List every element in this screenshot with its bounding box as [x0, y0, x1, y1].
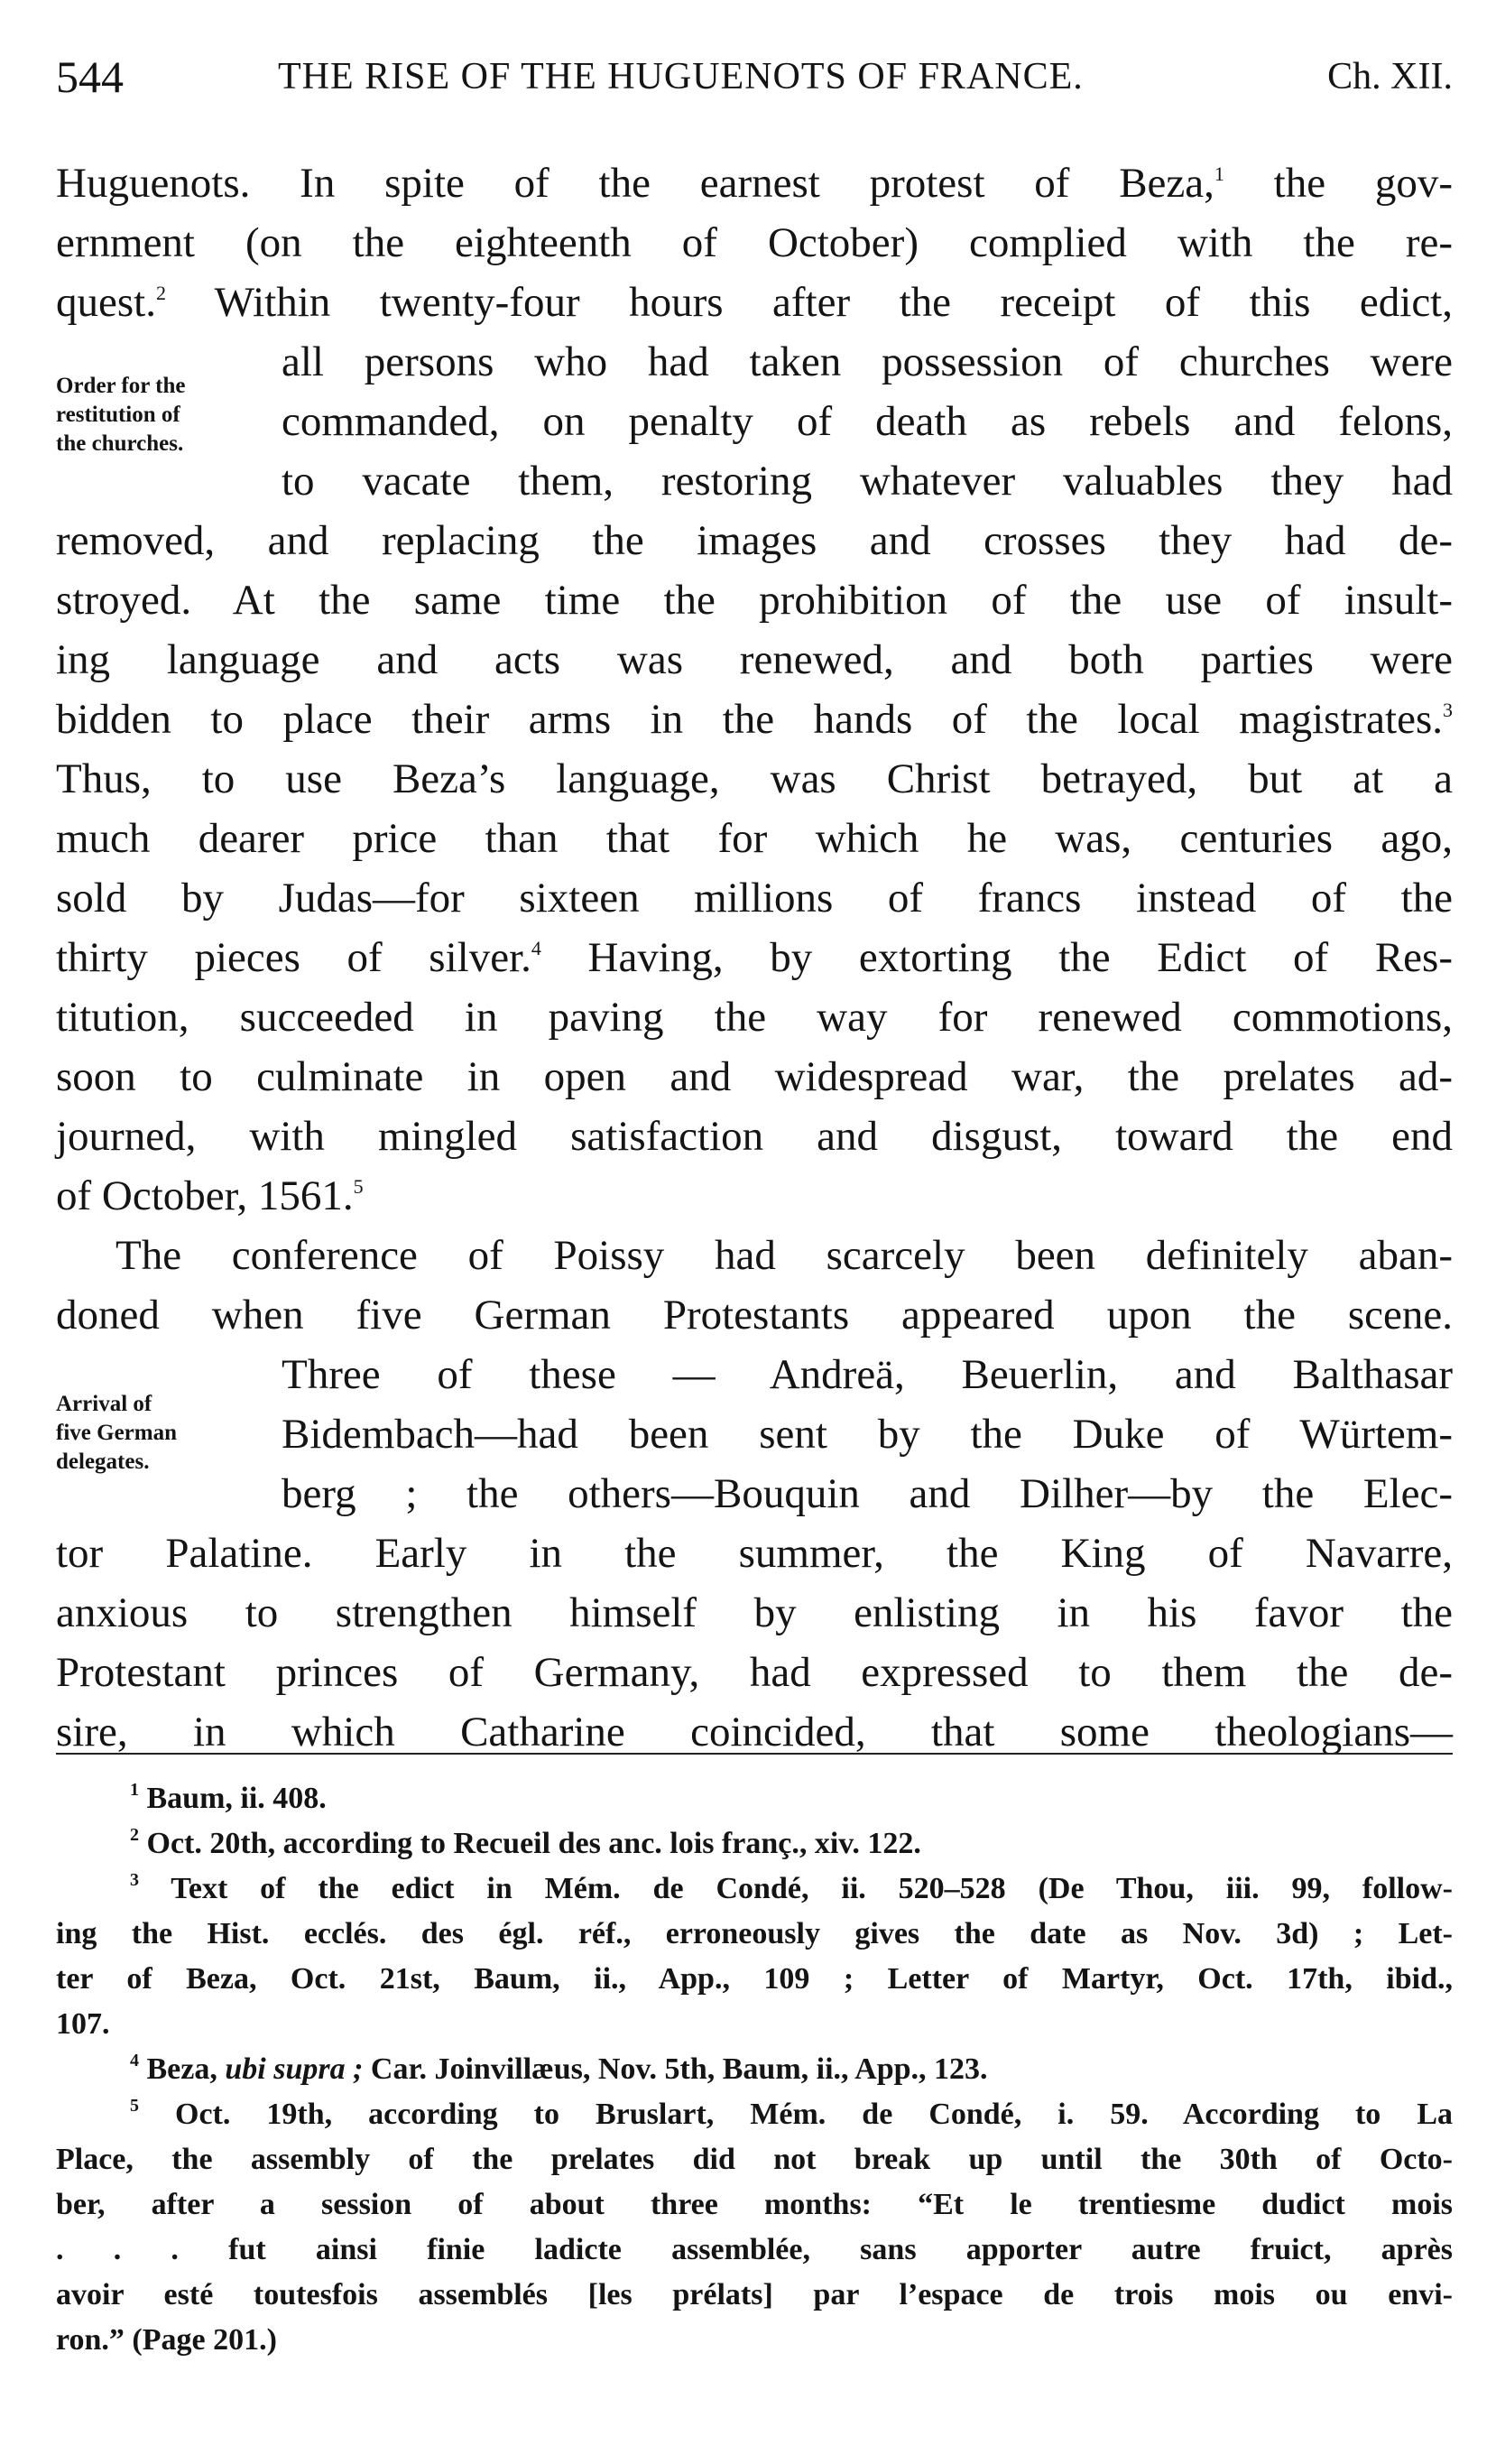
text-line: much dearer price than that for which he was, centuries ago,	[56, 815, 1453, 862]
footnote-line: ter of Beza, Oct. 21st, Baum, ii., App., 109 ; Letter of Martyr, Oct. 17th, ibid.,	[56, 1962, 1453, 1996]
text-line: Thus, to use Beza’s language, was Christ betrayed, but at a	[56, 755, 1453, 802]
sidenote-restitution	[56, 372, 185, 459]
text-line: anxious to strengthen himself by enlisting in his favor the	[56, 1589, 1453, 1636]
footnote-5: $^5$ Oct. 19th, according to Bruslart, Mém. de Condé, i. 59. According to La	[130, 2096, 1453, 2131]
footnote-1: $^1$ Baum, ii. 408.	[130, 1780, 327, 1815]
footnote-line: 107.	[56, 2007, 110, 2041]
text-line: titution, succeeded in paving the way for renewed commotions,	[56, 994, 1453, 1041]
chapter-label: Ch. XII.	[1327, 56, 1453, 97]
sidenote-line: the churches.	[56, 431, 184, 456]
running-title: THE RISE OF THE HUGUENOTS OF FRANCE.	[278, 56, 1084, 97]
footnote-line: avoir esté toutesfois assemblés [les prélats] par l’espace de trois mois ou envi-	[56, 2278, 1453, 2311]
text-line: The conference of Poissy had scarcely been definitely aban-	[115, 1232, 1453, 1279]
text-line: ing language and acts was renewed, and both parties were	[56, 636, 1453, 683]
footnote-2: $^2$ Oct. 20th, according to Recueil des anc. lois franç., xiv. 122.	[130, 1825, 921, 1860]
footnote-line: ing the Hist. ecclés. des égl. réf., erroneously gives the date as Nov. 3d) ; Let-	[56, 1917, 1453, 1950]
text-line: doned when five German Protestants appeared upon the scene.	[56, 1292, 1453, 1339]
text-line: berg ; the others—Bouquin and Dilher—by the Elec-	[282, 1470, 1453, 1517]
sidenote-line: Order for the	[56, 374, 186, 398]
text-line: Huguenots. In spite of the earnest protest of Beza,$^1$ the gov-	[56, 160, 1453, 207]
text-line: thirty pieces of silver.$^4$ Having, by extorting the Edict of Res-	[56, 934, 1453, 981]
page-number: 544	[56, 51, 124, 102]
footnote-ref: 3	[1443, 699, 1453, 721]
footnote-4: $^4$ Beza, ubi supra ; Car. Joinvillæus, Nov. 5th, Baum, ii., App., 123.	[130, 2051, 988, 2086]
text-line: Bidembach—had been sent by the Duke of Würtem-	[282, 1411, 1453, 1458]
sidenote-line: delegates.	[56, 1450, 150, 1474]
footnote-ref: 5	[353, 1175, 364, 1198]
footnote-3: $^3$ Text of the edict in Mém. de Condé, ii. 520–528 (De Thou, iii. 99, follow-	[130, 1870, 1453, 1905]
sidenote-line: five German	[56, 1421, 177, 1445]
text-line: quest.$^2$ Within twenty-four hours after the receipt of this edict,	[56, 279, 1453, 326]
text-line: stroyed. At the same time the prohibition of the use of insult-	[56, 577, 1453, 624]
text-line: all persons who had taken possession of churches were	[282, 338, 1453, 385]
text-line: to vacate them, restoring whatever valuables they had	[282, 458, 1453, 505]
footnote-line: Place, the assembly of the prelates did not break up until the 30th of Octo-	[56, 2143, 1453, 2176]
text-line: Three of these — Andreä, Beuerlin, and Balthasar	[282, 1351, 1453, 1398]
text-line: ernment (on the eighteenth of October) complied with the re-	[56, 219, 1453, 266]
text-line: bidden to place their arms in the hands of the local magistrates.$^3$	[56, 696, 1453, 743]
text-line: commanded, on penalty of death as rebels and felons,	[282, 398, 1453, 445]
text-line: sire, in which Catharine coincided, that some theologians—	[56, 1709, 1453, 1755]
sidenote-delegates	[56, 1390, 177, 1477]
text-line: removed, and replacing the images and crosses they had de-	[56, 517, 1453, 564]
text-line: of October, 1561.$^5$	[56, 1172, 364, 1219]
text-line: journed, with mingled satisfaction and disgust, toward the end	[56, 1113, 1453, 1160]
footnote-line: . . . fut ainsi finie ladicte assemblée, sans apporter autre fruict, après	[56, 2233, 1453, 2266]
footnote-ref: 1	[1214, 162, 1224, 185]
text-line: Protestant princes of Germany, had expressed to them the de-	[56, 1649, 1453, 1696]
footnote-rule	[56, 1753, 1453, 1755]
text-line: sold by Judas—for sixteen millions of francs instead of the	[56, 875, 1453, 922]
footnote-line: ber, after a session of about three months: “Et le trentiesme dudict mois	[56, 2188, 1453, 2221]
running-head	[56, 45, 1453, 108]
text-line: soon to culminate in open and widespread war, the prelates ad-	[56, 1053, 1453, 1100]
sidenote-line: Arrival of	[56, 1392, 152, 1416]
sidenote-line: restitution of	[56, 403, 180, 427]
footnote-line: ron.” (Page 201.)	[56, 2323, 277, 2357]
footnote-ref: 2	[155, 282, 166, 304]
text-line: tor Palatine. Early in the summer, the King of Navarre,	[56, 1530, 1453, 1577]
footnote-ref: 4	[531, 937, 541, 959]
